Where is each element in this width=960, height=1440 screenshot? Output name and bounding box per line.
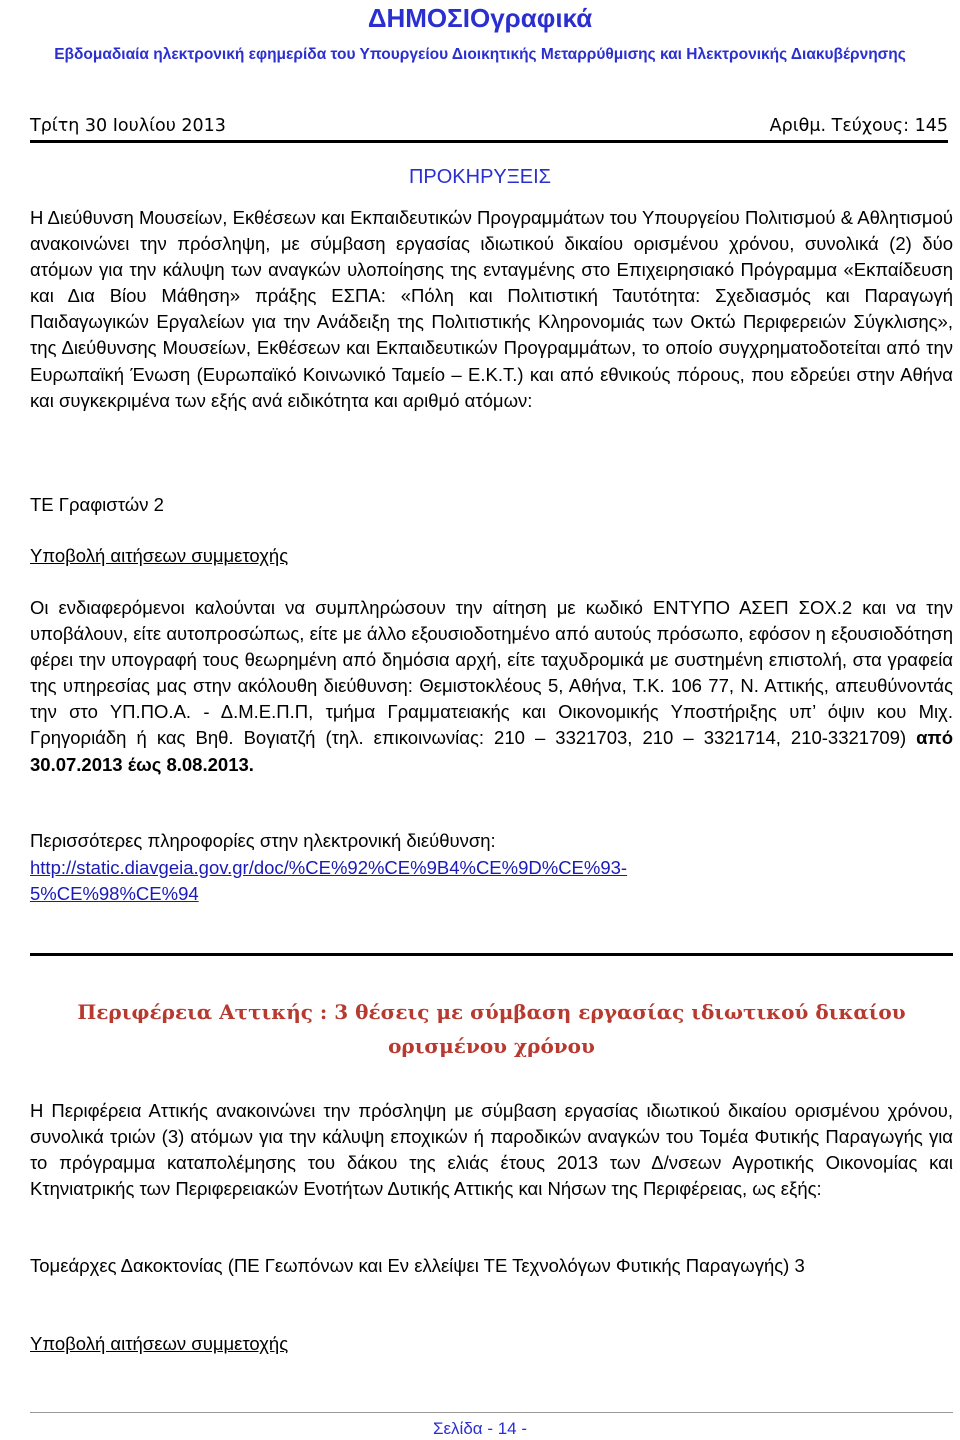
announcement2-position: Τομεάρχες Δακοκτονίας (ΠΕ Γεωπόνων και Εν ελλείψει ΤΕ Τεχνολόγων Φυτικής Παραγωγής) 3 xyxy=(30,1255,805,1276)
submission-text: Οι ενδιαφερόμενοι καλούνται να συμπληρώσουν την αίτηση με κωδικό ΕΝΤΥΠΟ ΑΣΕΠ ΣΟΧ.2 και να την υποβάλουν, είτε αυτοπροσώπως, είτε με άλλο εξουσιοδοτημένο από αυτούς πρόσωπο, εφόσον η εξουσιοδότηση φέρει την υπογραφή τους θεωρημένη από δημόσια αρχή, είτε ταχυδρομικά με συστημένη επιστολή, στα γραφεία της υπηρεσίας μας στην ακόλουθη διεύθυνση: Θεμιστοκλέους 5, Αθήνα, Τ.Κ. 106 77, Ν. Αττικής, απευθύνοντάς την στο ΥΠ.ΠΟ.Α. - Δ.Μ.Ε.Π.Π, τμήμα Γραμματειακής και Οικονομικής Υποστήριξης υπ’ όψιν κου Μιχ. Γρηγοριάδη ή κας Βηθ. Βογιατζή (τηλ. επικοινωνίας: 210 – 3321703, 210 – 3321714, 210-3321709) xyxy=(30,597,953,749)
submission-deadline: από 30.07.2013 έως 8.08.2013. xyxy=(30,727,954,775)
announcement1-intro: Η Διεύθυνση Μουσείων, Εκθέσεων και Εκπαιδευτικών Προγραμμάτων του Υπουργείου Πολιτισμού & Αθλητισμού ανακοινώνει την πρόσληψη, με σύμβαση εργασίας ιδιωτικού δικαίου ορισμένου χρόνου, συνολικά (2) δύο ατόμων για την κάλυψη των αναγκών υλοποίησης της ενταγμένης στο Επιχειρησιακό Πρόγραμμα «Εκπαίδευση και Δια Βίου Μάθηση» πράξης ΕΣΠΑ: «Πόλη και Πολιτιστική Ταυτότητα: Σχεδιασμός και Παραγωγή Παιδαγωγικών Εργαλείων για την Ανάδειξη της Πολιτιστικής Κληρονομιάς των Οκτώ Περιφερειών Σύγκλισης», της Διεύθυνσης Μουσείων, Εκθέσεων και Εκπαιδευτικών Προγραμμάτων, το οποίο συγχρηματοδοτείται από την Ευρωπαϊκή Ένωση (Ευρωπαϊκό Κοινωνικό Ταμείο – Ε.Κ.Τ.) και από εθνικούς πόρους, που εδρεύει στην Αθήνα και συγκεκριμένα των εξής ανά ειδικότητα και αριθμό ατόμων: xyxy=(30,207,953,411)
announcement2-heading xyxy=(30,995,953,1063)
announcement1-submission-heading: Υποβολή αιτήσεων συμμετοχής xyxy=(30,545,289,566)
masthead-title: ΔΗΜΟΣΙΟγραφικά xyxy=(367,3,593,33)
page-number: Σελίδα - 14 - xyxy=(432,1419,528,1438)
more-info-label: Περισσότερες πληροφορίες στην ηλεκτρονική διεύθυνση: xyxy=(30,830,496,851)
issue-date: Τρίτη 30 Ιουλίου 2013 xyxy=(30,116,226,136)
section-divider xyxy=(30,953,953,956)
announcement1-position: ΤΕ Γραφιστών 2 xyxy=(30,494,164,515)
announcement2-heading-line1: Περιφέρεια Αττικής : 3 θέσεις με σύμβαση εργασίας ιδιωτικού δικαίου xyxy=(77,1000,906,1024)
announcement2-submission-heading: Υποβολή αιτήσεων συμμετοχής xyxy=(30,1333,289,1354)
more-info-link-block xyxy=(30,855,953,908)
footer-rule xyxy=(30,1412,953,1413)
more-info-link-continued[interactable]: 5%CE%98%CE%94 xyxy=(30,883,199,905)
dateline xyxy=(30,112,948,143)
page-footer xyxy=(0,1418,960,1440)
announcement1-submission-text xyxy=(30,595,953,778)
announcement2-heading-line2: ορισμένου χρόνου xyxy=(388,1034,595,1058)
more-info-link[interactable]: http://static.diavgeia.gov.gr/doc/%CE%92%CE%9B4%CE%9D%CE%93- xyxy=(30,857,628,878)
announcement2-intro: Η Περιφέρεια Αττικής ανακοινώνει την πρόσληψη με σύμβαση εργασίας ιδιωτικού δικαίου ορισμένου χρόνου, συνολικά τριών (3) ατόμων για την κάλυψη εποχικών ή παροδικών αναγκών του Τομέα Φυτικής Παραγωγής για το πρόγραμμα καταπολέμησης του δάκου της ελιάς έτους 2013 των Δ/νσεων Αγροτικής Οικονομίας και Κτηνιατρικής των Περιφερειακών Ενοτήτων Δυτικής Αττικής και Νήσων της Περιφέρειας, ως εξής: xyxy=(30,1100,953,1200)
masthead-subtitle: Εβδομαδιαία ηλεκτρονική εφημερίδα του Υπουργείου Διοικητικής Μεταρρύθμισης και Ηλεκτρονικής Διακυβέρνησης xyxy=(54,46,906,63)
issue-number: Αριθμ. Τεύχους: 145 xyxy=(769,116,948,136)
section-heading: ΠΡΟΚΗΡΥΞΕΙΣ xyxy=(408,166,552,188)
